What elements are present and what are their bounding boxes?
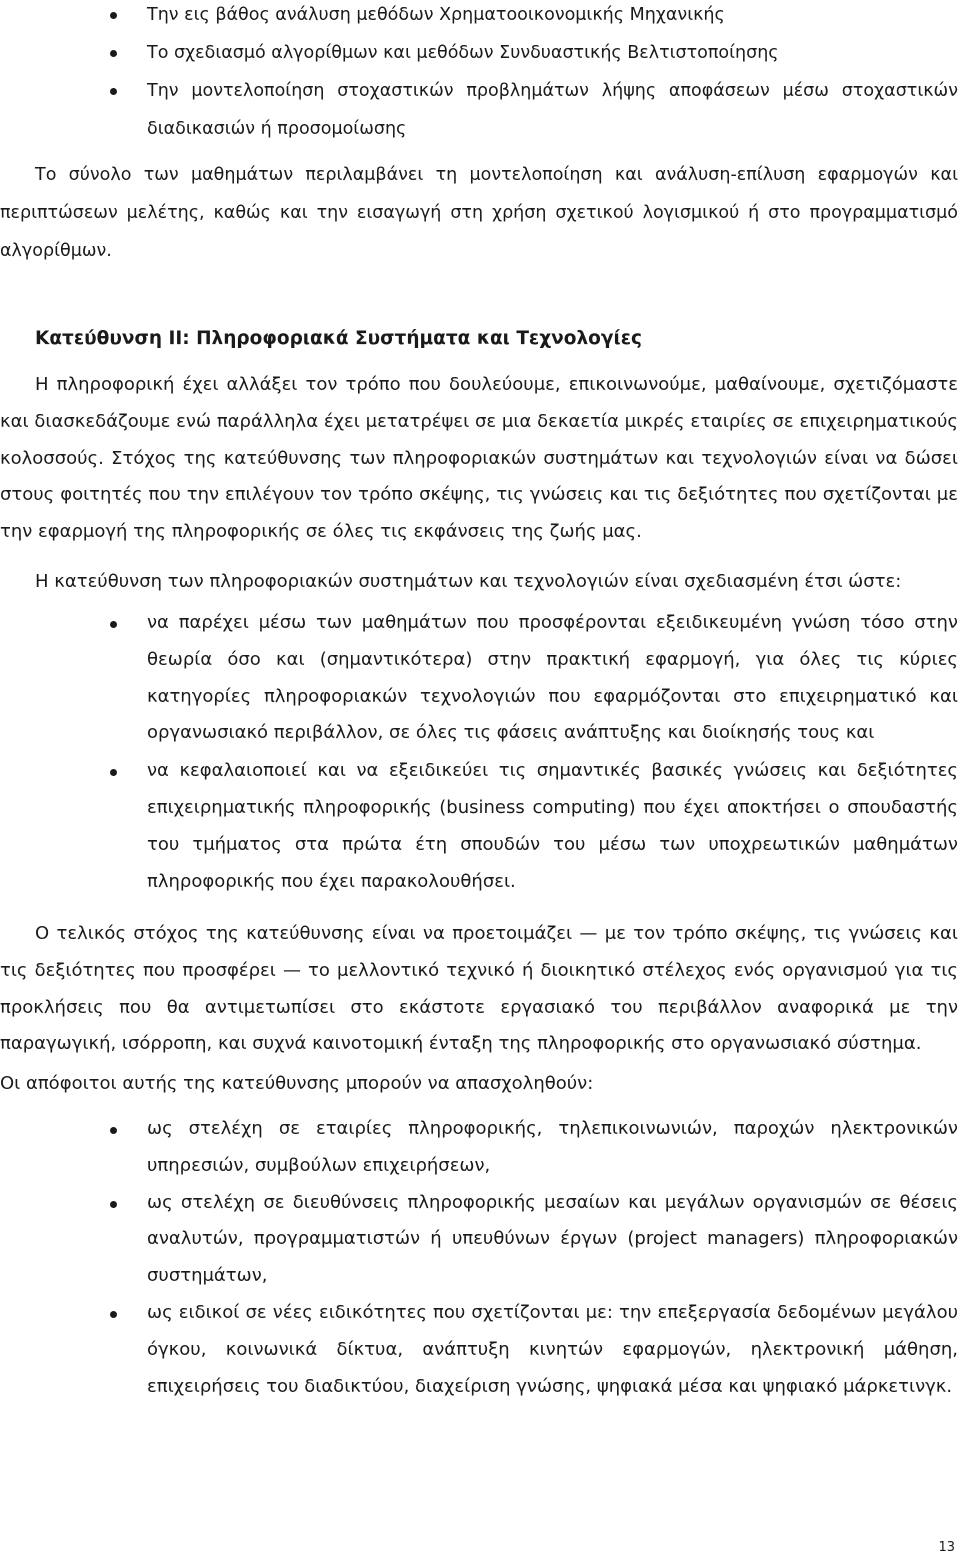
paragraph-intro-informatics: Η πληροφορική έχει αλλάξει τον τρόπο που δουλεύουμε, επικοινωνούμε, μαθαίνουμε, σχετιζόμαστε και διασκεδάζουμε ενώ παράλληλα έχει μετατρέψει σε μια δεκαετία μικρές εταιρίες σε επιχειρηματικούς κολοσσούς. Στόχος της κατεύθυνσης των πληροφοριακών συστημάτων και τεχνολογιών είναι να δώσει στους φοιτητές που την επιλέγουν τον τρόπο σκέψης, τις γνώσεις και τις δεξιότητες που σχετίζονται με την εφαρμογή της πληροφορικής σε όλες τις εκφάνσεις της ζωής μας. bbox=[0, 374, 958, 543]
list-item: ως στελέχη σε εταιρίες πληροφορικής, τηλεπικοινωνιών, παροχών ηλεκτρονικών υπηρεσιών, συμβούλων επιχειρήσεων, bbox=[0, 1111, 960, 1185]
list-item: να κεφαλαιοποιεί και να εξειδικεύει τις σημαντικές βασικές γνώσεις και δεξιότητες επιχειρηματικής πληροφορικής (business computing) που έχει αποκτήσει ο σπουδαστής του τμήματος στα πρώτα έτη σπουδών του μέσω των υποχρεωτικών μαθημάτων πληροφορικής που έχει παρακολουθήσει. bbox=[0, 753, 960, 900]
section-heading: Κατεύθυνση ΙΙ: Πληροφοριακά Συστήματα και Τεχνολογίες bbox=[35, 328, 642, 349]
paragraph-design-goals: Η κατεύθυνση των πληροφοριακών συστημάτων και τεχνολογιών είναι σχεδιασμένη έτσι ώστε: bbox=[35, 571, 902, 592]
goals-bullet-list bbox=[0, 605, 960, 900]
list-item: να παρέχει μέσω των μαθημάτων που προσφέρονται εξειδικευμένη γνώση τόσο στην θεωρία όσο και (σημαντικότερα) στην πρακτική εφαρμογή, για όλες τις κύριες κατηγορίες πληροφοριακών τεχνολογιών που εφαρμόζονται στο επιχειρηματικό και οργανωσιακό περιβάλλον, σε όλες τις φάσεις ανάπτυξης και διοίκησής τους και bbox=[0, 605, 960, 752]
list-item: Την εις βάθος ανάλυση μεθόδων Χρηματοοικονομικής Μηχανικής bbox=[0, 0, 960, 34]
paragraph-graduates: Οι απόφοιτοι αυτής της κατεύθυνσης μπορούν να απασχοληθούν: bbox=[0, 1073, 594, 1094]
list-item: ως ειδικοί σε νέες ειδικότητες που σχετίζονται με: την επεξεργασία δεδομένων μεγάλου όγκου, κοινωνικά δίκτυα, ανάπτυξη κινητών εφαρμογών, ηλεκτρονική μάθηση, επιχειρήσεις του διαδικτύου, διαχείριση γνώσης, ψηφιακά μέσα και ψηφιακό μάρκετινγκ. bbox=[0, 1295, 960, 1405]
page-number: 13 bbox=[938, 1540, 955, 1555]
list-item: Το σχεδιασμό αλγορίθμων και μεθόδων Συνδυαστικής Βελτιστοποίησης bbox=[0, 34, 960, 72]
paragraph-final-goal: Ο τελικός στόχος της κατεύθυνσης είναι να προετοιμάζει — με τον τρόπο σκέψης, τις γνώσεις και τις δεξιότητες που προσφέρει — το μελλοντικό τεχνικό ή διοικητικό στέλεχος ενός οργανισμού για τις προκλήσεις που θα αντιμετωπίσει στο εκάστοτε εργασιακό του περιβάλλον αναφορικά με την παραγωγική, ισόρροπη, και συχνά καινοτομική ένταξη της πληροφορικής στο οργανωσιακό σύστημα. bbox=[0, 923, 958, 1055]
graduates-bullet-list bbox=[0, 1111, 960, 1405]
intro-paragraph: Το σύνολο των μαθημάτων περιλαμβάνει τη μοντελοποίηση και ανάλυση-επίλυση εφαρμογών και περιπτώσεων μελέτης, καθώς και την εισαγωγή στη χρήση σχετικού λογισμικού ή στο προγραμματισμό αλγορίθμων. bbox=[0, 165, 958, 261]
list-item: ως στελέχη σε διευθύνσεις πληροφορικής μεσαίων και μεγάλων οργανισμών σε θέσεις αναλυτών, προγραμματιστών ή υπευθύνων έργων (project managers) πληροφοριακών συστημάτων, bbox=[0, 1185, 960, 1295]
intro-bullet-list bbox=[0, 0, 960, 148]
list-item: Την μοντελοποίηση στοχαστικών προβλημάτων λήψης αποφάσεων μέσω στοχαστικών διαδικασιών ή προσομοίωσης bbox=[0, 72, 960, 148]
